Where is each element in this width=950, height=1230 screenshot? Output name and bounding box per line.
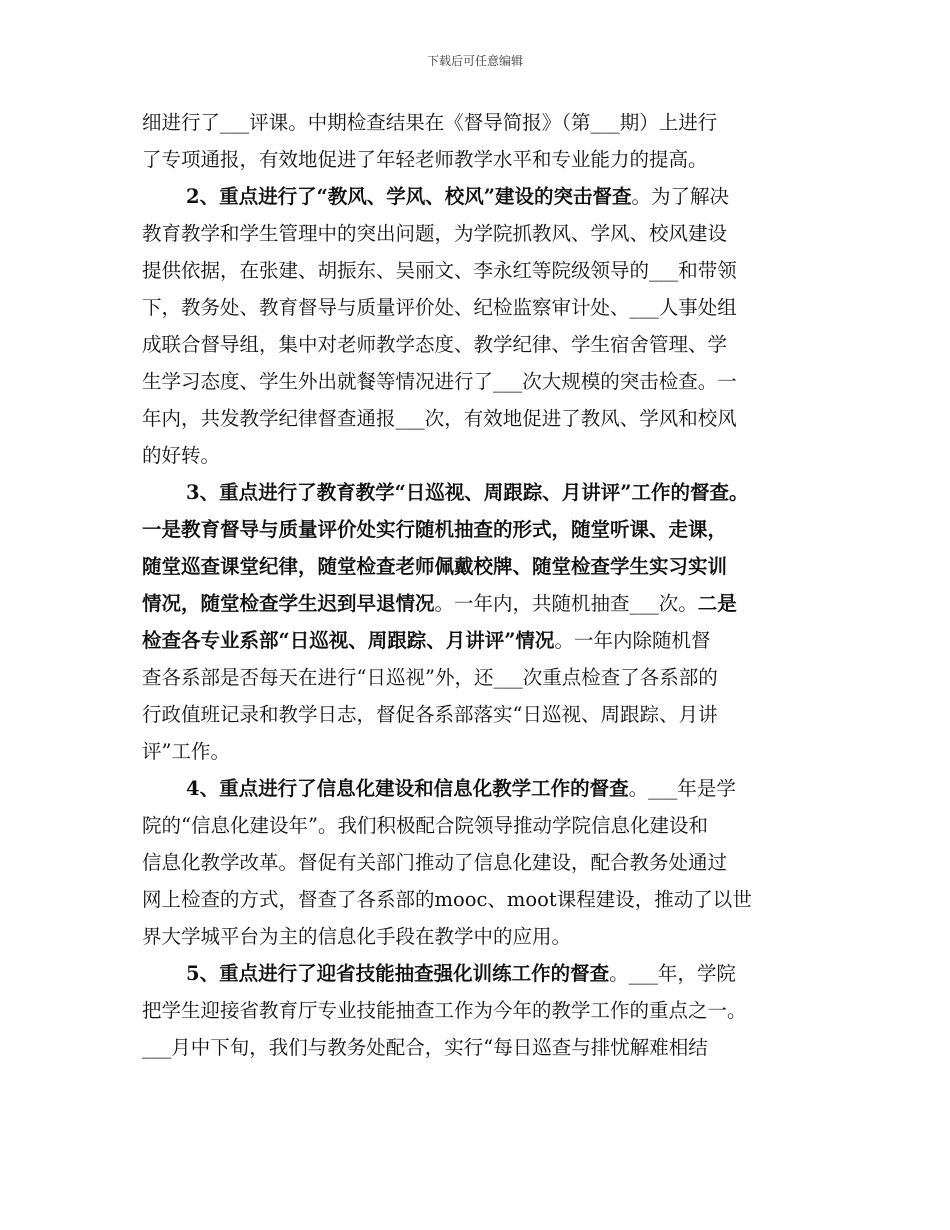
text-segment: 教育教学和学生管理中的突出问题，为学院抓教风、学风、校风建设 bbox=[142, 222, 728, 245]
text-line bbox=[142, 511, 812, 548]
text-line bbox=[142, 289, 812, 326]
text-segment: 生学习态度、学生外出就餐等情况进行了___次大规模的突击检查。一 bbox=[142, 370, 737, 393]
text-line bbox=[142, 252, 812, 289]
bold-text-segment: 随堂巡查课堂纪律，随堂检查老师佩戴校牌、随堂检查学生实习实训 bbox=[142, 555, 728, 578]
bold-text-segment: 2、重点进行了“教风、学风、校风”建设的突击督查 bbox=[186, 185, 632, 208]
text-line bbox=[142, 1029, 812, 1066]
text-segment: 下，教务处、教育督导与质量评价处、纪检监察审计处、___人事处组 bbox=[142, 296, 737, 319]
text-segment: 的好转。 bbox=[142, 444, 221, 467]
text-line bbox=[142, 363, 812, 400]
bold-text-segment: 检查各专业系部“日巡视、周跟踪、月讲评”情况 bbox=[142, 629, 555, 652]
text-line bbox=[142, 807, 812, 844]
text-segment: 院的“信息化建设年”。我们积极配合院领导推动学院信息化建设和 bbox=[142, 814, 708, 837]
text-line bbox=[142, 215, 812, 252]
bold-text-segment: 一是教育督导与质量评价处实行随机抽查的形式，随堂听课、走课， bbox=[142, 518, 728, 541]
text-segment: 成联合督导组，集中对老师教学态度、教学纪律、学生宿舍管理、学 bbox=[142, 333, 728, 356]
text-segment: 。一年内，共随机抽查___次。 bbox=[434, 592, 698, 615]
text-segment: 评”工作。 bbox=[142, 740, 230, 763]
text-segment: 。___年，学院 bbox=[609, 962, 736, 985]
text-line bbox=[142, 881, 812, 918]
text-line bbox=[142, 104, 812, 141]
bold-text-segment: 3、重点进行了教育教学“日巡视、周跟踪、月讲评”工作的督查。 bbox=[186, 481, 749, 504]
bold-text-segment: 4、重点进行了信息化建设和信息化教学工作的督查 bbox=[186, 777, 629, 800]
text-segment: 。___年是学 bbox=[628, 777, 736, 800]
text-segment: 行政值班记录和教学日志，督促各系部落实“日巡视、周跟踪、月讲 bbox=[142, 703, 718, 726]
text-segment: 了专项通报，有效地促进了年轻老师教学水平和专业能力的提高。 bbox=[142, 148, 708, 171]
text-line bbox=[142, 992, 812, 1029]
text-line bbox=[142, 326, 812, 363]
document-body bbox=[142, 104, 812, 1066]
bold-text-segment: 情况，随堂检查学生迟到早退情况 bbox=[142, 592, 435, 615]
text-line bbox=[142, 178, 812, 215]
text-segment: 信息化教学改革。督促有关部门推动了信息化建设，配合教务处通过 bbox=[142, 851, 728, 874]
text-segment: 查各系部是否每天在进行“日巡视”外，还___次重点检查了各系部的 bbox=[142, 666, 718, 689]
text-segment: 年内，共发教学纪律督查通报___次，有效地促进了教风、学风和校风 bbox=[142, 407, 737, 430]
text-line bbox=[142, 733, 812, 770]
text-line bbox=[142, 659, 812, 696]
text-line bbox=[142, 400, 812, 437]
text-segment: 提供依据，在张建、胡振东、吴丽文、李永红等院级领导的___和带领 bbox=[142, 259, 737, 282]
text-segment: 。为了解决 bbox=[631, 185, 730, 208]
page-header-note: 下载后可任意编辑 bbox=[426, 54, 523, 68]
text-segment: 界大学城平台为主的信息化手段在教学中的应用。 bbox=[142, 925, 572, 948]
text-line bbox=[142, 696, 812, 733]
text-segment: ___月中下旬，我们与教务处配合，实行“每日巡查与排忧解难相结 bbox=[142, 1036, 708, 1059]
text-line bbox=[142, 585, 812, 622]
text-segment: 。一年内除随机督 bbox=[554, 629, 711, 652]
text-line bbox=[142, 548, 812, 585]
text-line bbox=[142, 955, 812, 992]
text-line bbox=[142, 918, 812, 955]
text-line bbox=[142, 770, 812, 807]
text-line bbox=[142, 844, 812, 881]
text-line bbox=[142, 474, 812, 511]
text-line bbox=[142, 141, 812, 178]
text-line bbox=[142, 622, 812, 659]
text-line bbox=[142, 437, 812, 474]
text-segment: 细进行了___评课。中期检查结果在《督导简报》（第___期）上进行 bbox=[142, 111, 718, 134]
text-segment: 网上检查的方式，督查了各系部的mooc、moot课程建设，推动了以世 bbox=[142, 888, 752, 911]
text-segment: 把学生迎接省教育厅专业技能抽查工作为今年的教学工作的重点之一。 bbox=[142, 999, 747, 1022]
bold-text-segment: 二是 bbox=[697, 592, 737, 615]
bold-text-segment: 5、重点进行了迎省技能抽查强化训练工作的督查 bbox=[186, 962, 610, 985]
